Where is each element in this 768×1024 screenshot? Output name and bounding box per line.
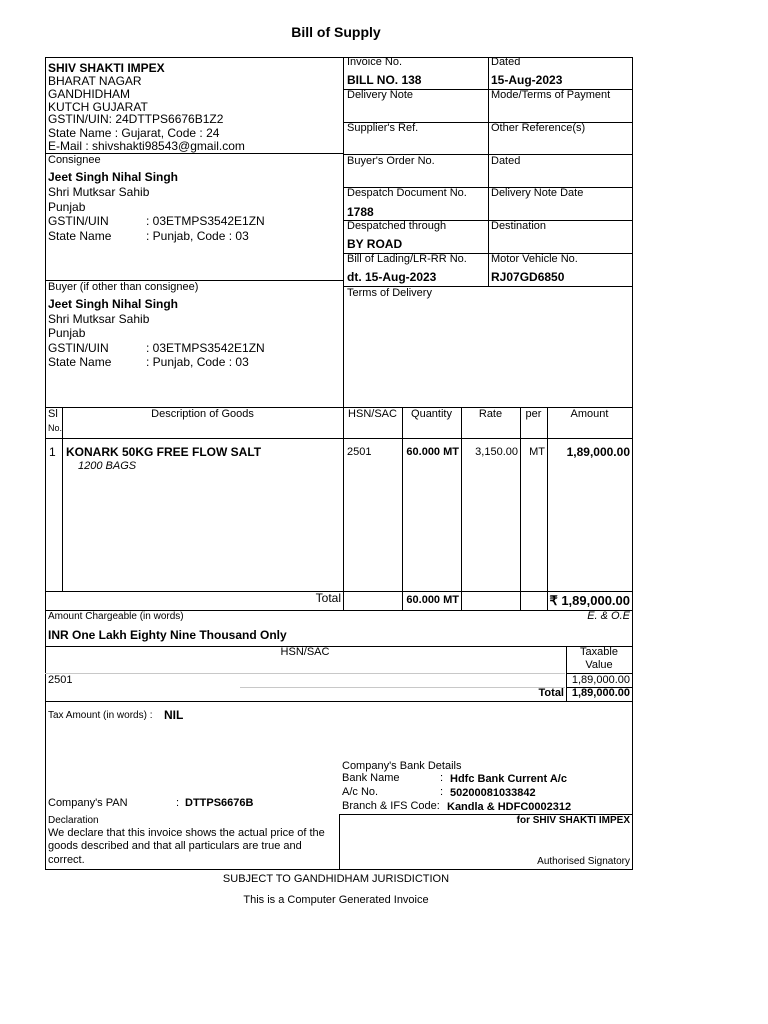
hsn-summary-row-value: 1,89,000.00	[571, 674, 630, 686]
consignee-name: Jeet Singh Nihal Singh	[48, 170, 179, 184]
branch-label: Branch & IFS Code:	[342, 800, 440, 812]
buyer-address-line: Punjab	[48, 326, 86, 340]
buyer-state-value: : Punjab, Code : 03	[146, 355, 249, 369]
buyer-gstin-value: : 03ETMPS3542E1ZN	[146, 341, 265, 355]
buyer-name: Jeet Singh Nihal Singh	[48, 297, 179, 311]
total-label: Total	[315, 591, 341, 605]
buyer-address-line: Shri Mutksar Sahib	[48, 312, 150, 326]
row-per: MT	[529, 446, 545, 458]
declaration-label: Declaration	[48, 815, 99, 826]
col-per: per	[525, 408, 542, 420]
delivery-note-label: Delivery Note	[347, 89, 414, 101]
consignee-gstin-value: : 03ETMPS3542E1ZN	[146, 214, 265, 228]
pan-colon: :	[176, 797, 180, 809]
dated2-label: Dated	[491, 155, 521, 167]
bank-name-label: Bank Name	[342, 772, 400, 784]
seller-gstin: GSTIN/UIN: 24DTTPS6676B1Z2	[48, 112, 224, 126]
consignee-address-line: Punjab	[48, 200, 86, 214]
invoice-no: BILL NO. 138	[347, 73, 422, 87]
buyer-state-label: State Name	[48, 355, 112, 369]
total-amount: ₹ 1,89,000.00	[549, 593, 630, 608]
lading-value: dt. 15-Aug-2023	[347, 270, 437, 284]
row-description: KONARK 50KG FREE FLOW SALT	[66, 445, 262, 459]
mode-terms-label: Mode/Terms of Payment	[491, 89, 611, 101]
branch-value: Kandla & HDFC0002312	[447, 801, 572, 813]
total-quantity: 60.000 MT	[406, 594, 459, 606]
col-description: Description of Goods	[151, 408, 254, 420]
despatch-doc-label: Despatch Document No.	[347, 187, 467, 199]
seller-address-line: BHARAT NAGAR	[48, 74, 142, 88]
consignee-address-line: Shri Mutksar Sahib	[48, 185, 150, 199]
bank-name: Hdfc Bank Current A/c	[450, 773, 567, 785]
tax-words-value: NIL	[164, 708, 184, 722]
for-company: for SHIV SHAKTI IMPEX	[516, 815, 630, 826]
seller-address-line: GANDHIDHAM	[48, 87, 131, 101]
amount-words-label: Amount Chargeable (in words)	[48, 611, 184, 622]
seller-name: SHIV SHAKTI IMPEX	[48, 61, 165, 75]
seller-email: E-Mail : shivshakti98543@gmail.com	[48, 139, 245, 153]
other-ref-label: Other Reference(s)	[491, 122, 586, 134]
col-sl: Sl	[48, 408, 58, 420]
bank-colon: :	[440, 772, 444, 784]
seller-address-line: KUTCH GUJARAT	[48, 100, 148, 114]
jurisdiction-note: SUBJECT TO GANDHIDHAM JURISDICTION	[222, 873, 450, 885]
hsn-summary-header: HSN/SAC	[280, 646, 330, 658]
hsn-summary-total-label: Total	[538, 687, 564, 699]
dated-label: Dated	[491, 56, 521, 68]
ac-no: 50200081033842	[450, 787, 536, 799]
ac-colon: :	[440, 786, 444, 798]
document-title: Bill of Supply	[291, 24, 381, 40]
invoice-date: 15-Aug-2023	[491, 73, 563, 87]
buyer-label: Buyer (if other than consignee)	[48, 281, 199, 293]
pan-value: DTTPS6676B	[185, 797, 254, 809]
lading-label: Bill of Lading/LR-RR No.	[347, 253, 467, 265]
row-rate: 3,150.00	[475, 446, 518, 458]
vehicle-value: RJ07GD6850	[491, 270, 565, 284]
amount-words-value: INR One Lakh Eighty Nine Thousand Only	[48, 628, 287, 642]
consignee-state-label: State Name	[48, 229, 112, 243]
vehicle-label: Motor Vehicle No.	[491, 253, 578, 265]
authorised-signatory: Authorised Signatory	[537, 856, 630, 867]
taxable-header-2: Value	[585, 659, 613, 671]
eoe-label: E. & O.E	[587, 610, 630, 622]
hsn-summary-total-value: 1,89,000.00	[571, 687, 630, 699]
terms-delivery-label: Terms of Delivery	[347, 287, 432, 299]
destination-label: Destination	[491, 220, 547, 232]
col-sl-no: No.	[48, 423, 63, 433]
suppliers-ref-label: Supplier's Ref.	[347, 122, 419, 134]
bank-heading: Company's Bank Details	[342, 760, 462, 772]
col-quantity: Quantity	[411, 408, 452, 420]
ac-label: A/c No.	[342, 786, 379, 798]
hsn-summary-row-hsn: 2501	[48, 674, 73, 686]
despatched-through-label: Despatched through	[347, 220, 447, 232]
buyers-order-label: Buyer's Order No.	[347, 155, 435, 167]
declaration-line: correct.	[48, 854, 85, 866]
row-sub-description: 1200 BAGS	[78, 460, 137, 472]
pan-label: Company's PAN	[48, 797, 128, 809]
row-quantity: 60.000 MT	[406, 446, 459, 458]
buyer-gstin-label: GSTIN/UIN	[48, 341, 109, 355]
consignee-state-value: : Punjab, Code : 03	[146, 229, 249, 243]
col-rate: Rate	[478, 408, 503, 420]
computer-generated-note: This is a Computer Generated Invoice	[243, 894, 429, 906]
delivery-note-date-label: Delivery Note Date	[491, 187, 584, 199]
taxable-header-1: Taxable	[580, 646, 618, 658]
declaration-line: goods described and that all particulars are true and	[48, 840, 302, 852]
declaration-line: We declare that this invoice shows the actual price of the	[48, 827, 325, 839]
row-sl: 1	[49, 445, 56, 459]
invoice-no-label: Invoice No.	[347, 56, 403, 68]
seller-state: State Name : Gujarat, Code : 24	[48, 126, 220, 140]
consignee-label: Consignee	[48, 154, 101, 166]
despatched-through: BY ROAD	[347, 237, 403, 251]
consignee-gstin-label: GSTIN/UIN	[48, 214, 109, 228]
col-amount: Amount	[570, 408, 609, 420]
tax-words-label: Tax Amount (in words) :	[48, 710, 153, 721]
despatch-doc: 1788	[347, 205, 374, 219]
col-hsn: HSN/SAC	[348, 408, 397, 420]
row-amount: 1,89,000.00	[566, 445, 630, 459]
row-hsn: 2501	[347, 446, 372, 458]
